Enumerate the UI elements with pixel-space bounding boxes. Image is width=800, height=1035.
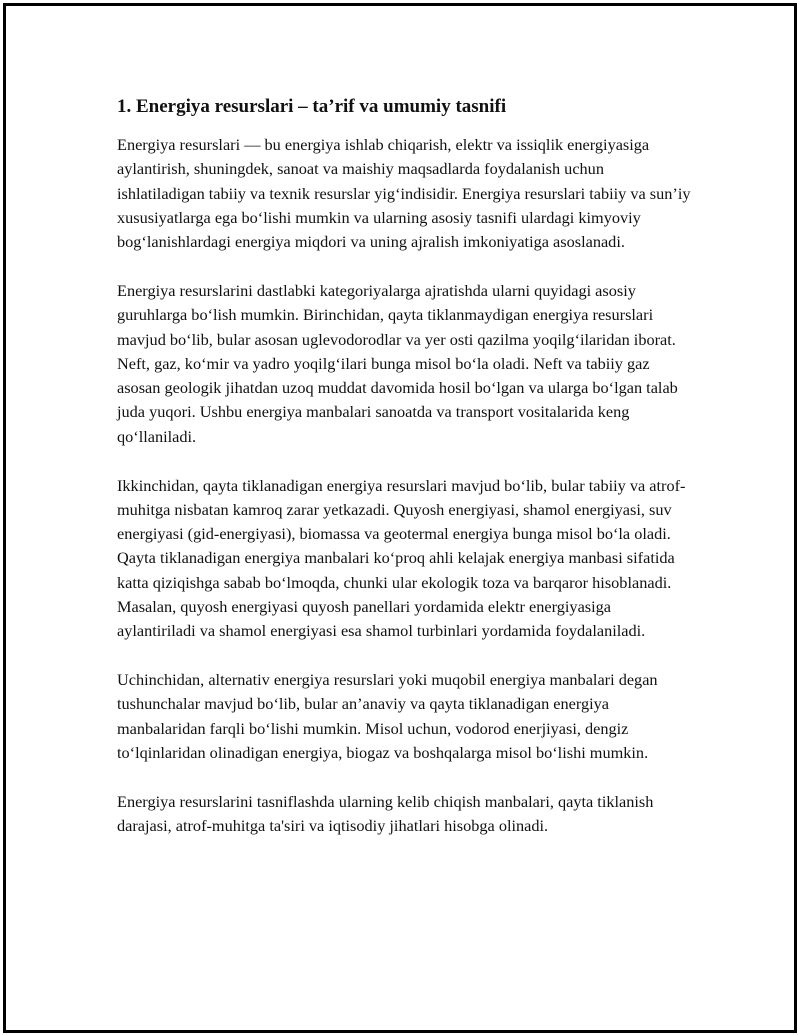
paragraph-definition: Energiya resurslari — bu energiya ishlab chiqarish, elektr va issiqlik energiyasiga aylantirish, shuningdek, sanoat va maishiy maqsadlarda foydalanish uchun ishlatiladigan tabiiy va texnik resurslar yig‘indisidir. Energiya resurslari tabiiy va sun’iy xususiyatlarga ega bo‘lishi mumkin va ularning asosiy tasnifi ulardagi kimyoviy bog‘lanishlardagi energiya miqdori va uning ajralish imkoniyatiga asoslanadi. xyxy=(117,135,691,252)
paragraph-renewable: Ikkinchidan, qayta tiklanadigan energiya resurslari mavjud bo‘lib, bular tabiiy va atrof-muhitga nisbatan kamroq zarar yetkazadi. Quyosh energiyasi, shamol energiyasi, suv energiyasi (gid-energiyasi), biomassa va geotermal energiya bunga misol bo‘la oladi. Qayta tiklanadigan energiya manbalari ko‘proq ahli kelajak energiya manbasi sifatida katta qiziqishga sabab bo‘lmoqda, chunki ular ekologik toza va barqaror hisoblanadi. Masalan, quyosh energiyasi quyosh panellari yordamida elektr energiyasiga aylantiriladi va shamol energiyasi esa shamol turbinlari yordamida foydalaniladi. xyxy=(117,475,686,641)
paragraph-non-renewable: Energiya resurslarini dastlabki kategoriyalarga ajratishda ularni quyidagi asosiy guruhlarga bo‘lish mumkin. Birinchidan, qayta tiklanmaydigan energiya resurslari mavjud bo‘lib, bular asosan uglevodorodlar va yer osti qazilma yoqilg‘ilaridan iborat. Neft, gaz, ko‘mir va yadro yoqilg‘ilari bunga misol bo‘la oladi. Neft va tabiiy gaz asosan geologik jihatdan uzoq muddat davomida hosil bo‘lgan va ularga bo‘lgan talab juda yuqori. Ushbu energiya manbalari sanoatda va transport vositalarida keng qo‘llaniladi. xyxy=(117,280,678,446)
paragraph-classification: Energiya resurslarini tasniflashda ularning kelib chiqish manbalari, qayta tiklanish darajasi, atrof-muhitga ta'siri va iqtisodiy jihatlari hisobga olinadi. xyxy=(117,791,654,836)
paragraph-alternative: Uchinchidan, alternativ energiya resurslari yoki muqobil energiya manbalari degan tushunchalar mavjud bo‘lib, bular an’anaviy va qayta tiklanadigan energiya manbalaridan farqli bo‘lishi mumkin. Misol uchun, vodorod enerjiyasi, dengiz to‘lqinlaridan olinadigan energiya, biogaz va boshqalarga misol bo‘lishi mumkin. xyxy=(117,670,658,763)
section-heading: 1. Energiya resurslari – ta’rif va umumiy tasnifi xyxy=(117,96,507,117)
document-body xyxy=(117,93,692,863)
